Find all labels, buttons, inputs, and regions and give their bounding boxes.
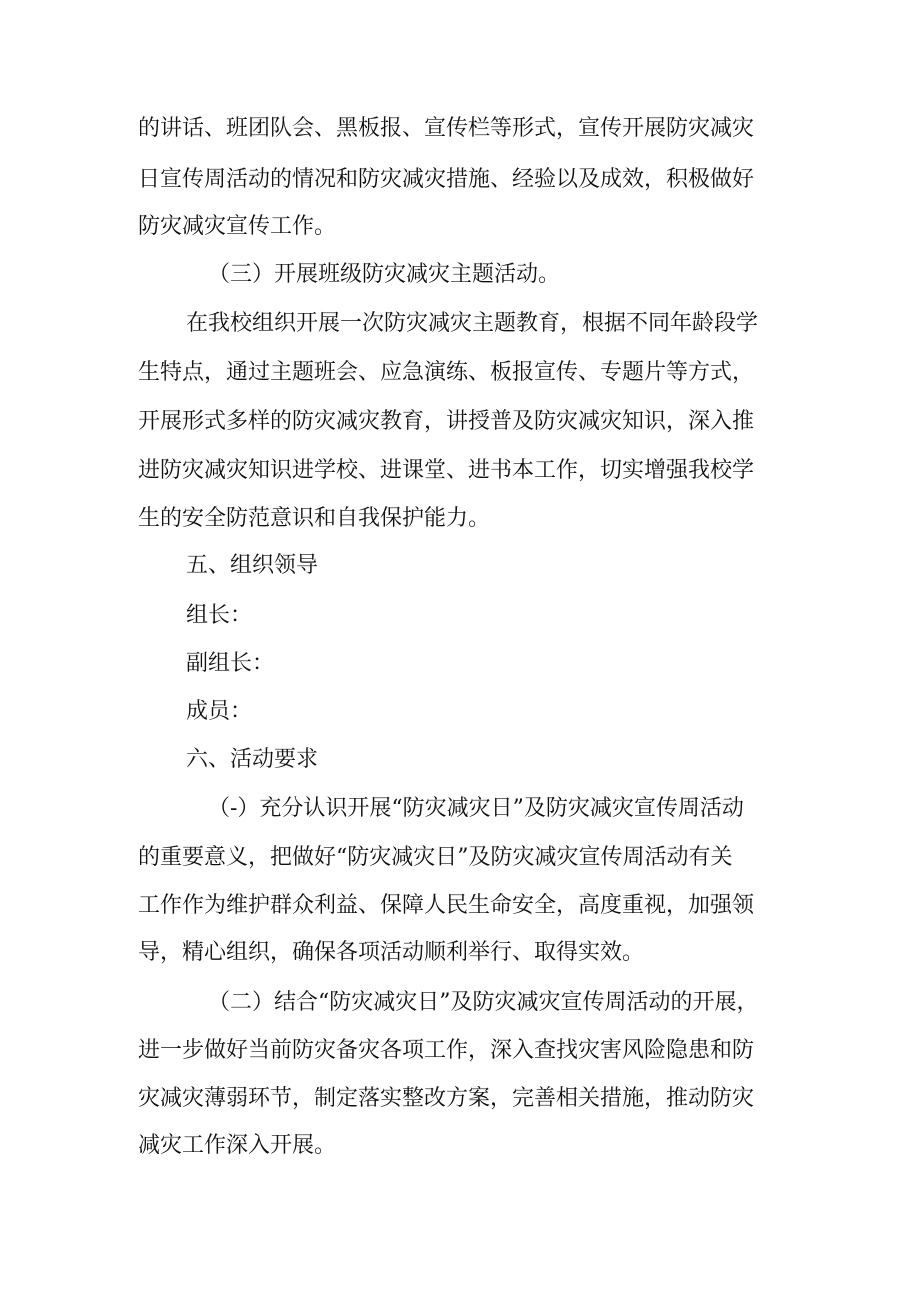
text-line: 成员： — [186, 699, 253, 724]
text-line: 工作作为维护群众利益、保障人民生命安全，高度重视，加强领 — [138, 893, 755, 918]
section-heading: （三）开展班级防灾减灾主题活动。 — [208, 262, 561, 287]
text-line: 的重要意义，把做好“防灾减灾日”及防灾减灾宣传周活动有关 — [138, 845, 733, 870]
text-line: 开展形式多样的防灾减灾教育，讲授普及防灾减灾知识，深入推 — [138, 409, 755, 434]
text-line: 日宣传周活动的情况和防灾减灾措施、经验以及成效，积极做好 — [138, 167, 755, 192]
text-line: （二）结合“防灾减灾日”及防灾减灾宣传周活动的开展， — [208, 990, 759, 1015]
text-line: 副组长： — [186, 651, 275, 676]
text-line: 生特点，通过主题班会、应急演练、板报宣传、专题片等方式， — [138, 360, 755, 385]
section-heading: 五、组织领导 — [186, 553, 319, 578]
text-line: 减灾工作深入开展。 — [138, 1133, 337, 1158]
text-line: 的讲话、班团队会、黑板报、宣传栏等形式，宣传开展防灾减灾 — [138, 116, 755, 141]
text-line: 防灾减灾宣传工作。 — [138, 214, 337, 239]
text-line: 进一步做好当前防灾备灾各项工作，深入查找灾害风险隐患和防 — [138, 1038, 755, 1063]
text-line: 生的安全防范意识和自我保护能力。 — [138, 506, 491, 531]
text-line: 导，精心组织，确保各项活动顺利举行、取得实效。 — [138, 940, 645, 965]
text-line: 灾减灾薄弱环节，制定落实整改方案，完善相关措施，推动防灾 — [138, 1086, 755, 1111]
text-line: 在我校组织开展一次防灾减灾主题教育，根据不同年龄段学 — [186, 311, 759, 336]
text-line: （-）充分认识开展“防灾减灾日”及防灾减灾宣传周活动 — [208, 796, 744, 821]
text-line: 组长： — [186, 603, 253, 628]
text-line: 进防灾减灾知识进学校、进课堂、进书本工作，切实增强我校学 — [138, 458, 755, 483]
section-heading: 六、活动要求 — [186, 747, 319, 772]
